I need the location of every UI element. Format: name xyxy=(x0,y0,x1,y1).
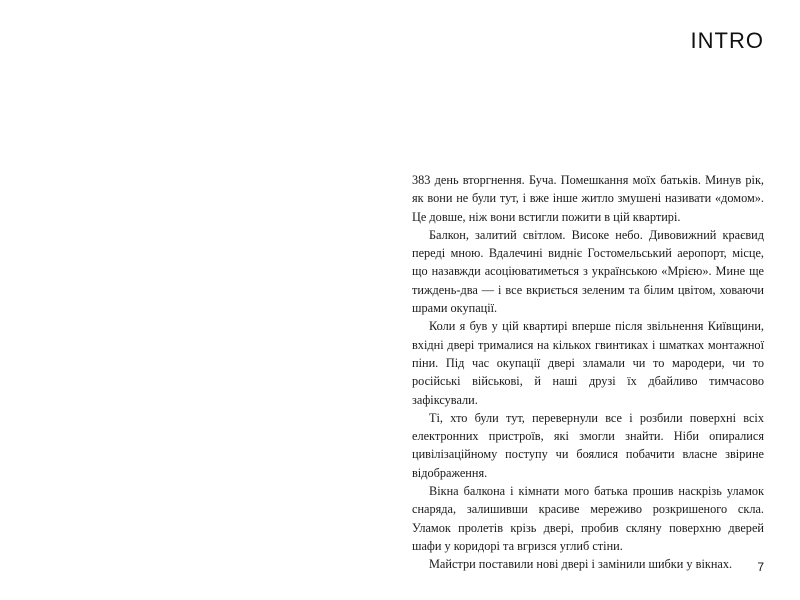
paragraph-6: Майстри поставили нові двері і замінили шибки у вікнах. xyxy=(429,557,733,572)
paragraph-3: Коли я був у цій квартирі вперше після звільнення Київщини, вхідні двері трималися на кількох гвинтиках і шматках монтажної піни. Під час окупації двері зламали чи то мародери, чи то російські військові, й наші друзі їх дбайливо тимчасово зафіксували. xyxy=(412,319,764,407)
paragraph-2: Балкон, залитий світлом. Високе небо. Дивовижний краєвид переді мною. Вдалечині видніє Гостомельський аеропорт, місце, що назавжди асоціюватиметься з українською «Мрією». Мине ще тиждень-два — і все вкриється зеленим та білим цвітом, ховаючи шрами окупації. xyxy=(412,227,764,316)
paragraph-1: 383 день вторгнення. Буча. Помешкання моїх батьків. Минув рік, як вони не були тут, і вже інше житло змушені називати «домом». Це довше, ніж вони встигли пожити в цій квартирі. xyxy=(412,173,764,224)
page-title: INTRO xyxy=(690,28,764,53)
body-text xyxy=(412,171,764,574)
page-number: 7 xyxy=(757,560,764,574)
paragraph-4: Ті, хто були тут, перевернули все і розбили поверхні всіх електронних пристроїв, які змогли знайти. Ніби опиралися цивілізаційному поступу чи боялися побачити власне звірине відображення. xyxy=(412,410,764,480)
paragraph-5: Вікна балкона і кімнати мого батька прошив наскрізь уламок снаряда, залишивши красиве мереживо розкришеного скла. Уламок пролетів крізь двері, пробив скляну поверхню дверей шафи у коридорі та вгризся углиб стіни. xyxy=(412,484,764,553)
